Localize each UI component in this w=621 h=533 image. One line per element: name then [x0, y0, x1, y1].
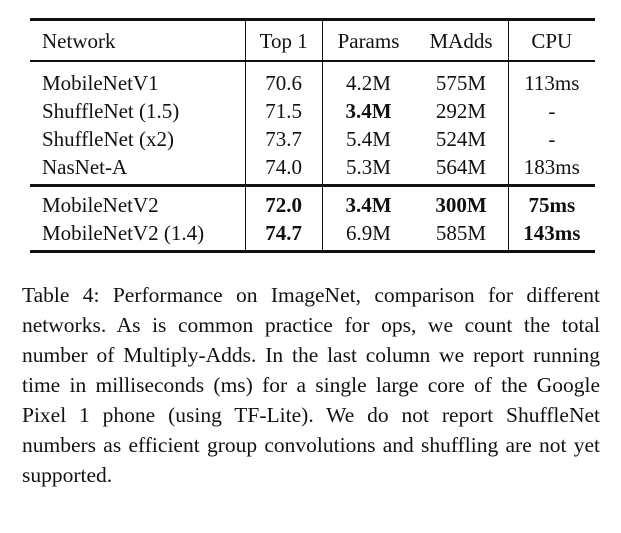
table-row [30, 186, 595, 220]
table-caption: Table 4: Performance on ImageNet, comparison for different networks. As is common practice for ops, we count the total number of Multiply-Adds. In the last column we report running time in milliseconds (ms) for a single large core of the Google Pixel 1 phone (using TF-Lite). We do not report ShuffleNet numbers as efficient group convolutions and shuffling are not yet supported. [22, 283, 600, 487]
cell-madds: 564M [435, 155, 487, 179]
cell-cpu: 143ms [508, 219, 595, 252]
cell-cpu: - [508, 125, 595, 153]
cell-params: 3.4M [322, 97, 414, 125]
cell-params: 5.4M [322, 125, 414, 153]
cell-cpu: - [508, 97, 595, 125]
cell-params: 3.4M [322, 186, 414, 220]
cell-network: MobileNetV2 (1.4) [42, 221, 205, 245]
table-row [30, 125, 595, 153]
header-network: Network [42, 29, 116, 53]
cell-cpu: 113ms [508, 61, 595, 97]
cell-madds: 575M [435, 71, 487, 95]
cell-top1: 70.6 [245, 61, 322, 97]
cell-network: ShuffleNet (1.5) [42, 99, 180, 123]
cell-top1: 72.0 [245, 186, 322, 220]
table-group-mobilenetv2 [30, 186, 595, 252]
cell-network: MobileNetV1 [42, 71, 159, 95]
cell-params: 6.9M [322, 219, 414, 252]
results-table-container [30, 18, 595, 253]
cell-madds: 585M [435, 221, 487, 245]
cell-network: MobileNetV2 [30, 186, 245, 220]
cell-cpu: 183ms [508, 153, 595, 186]
cell-top1: 74.0 [245, 153, 322, 186]
header-top1: Top 1 [245, 20, 322, 62]
cell-params: 5.3M [322, 153, 414, 186]
header-row [30, 20, 595, 62]
cell-cpu: 75ms [508, 186, 595, 220]
cell-madds: 292M [435, 99, 487, 123]
header-madds: MAdds [429, 29, 493, 53]
table-row [30, 219, 595, 252]
table-header [30, 20, 595, 62]
cell-network: NasNet-A [42, 155, 128, 179]
table-row [30, 61, 595, 97]
cell-madds: 524M [435, 127, 487, 151]
header-params: Params [322, 20, 414, 62]
table-row [30, 153, 595, 186]
results-table [30, 18, 595, 253]
table-group-baselines [30, 61, 595, 186]
cell-params: 4.2M [322, 61, 414, 97]
cell-top1: 71.5 [245, 97, 322, 125]
cell-top1: 74.7 [245, 219, 322, 252]
table-row [30, 97, 595, 125]
header-cpu: CPU [508, 20, 595, 62]
cell-top1: 73.7 [245, 125, 322, 153]
cell-network: ShuffleNet (x2) [42, 127, 174, 151]
cell-madds: 300M [414, 186, 508, 220]
